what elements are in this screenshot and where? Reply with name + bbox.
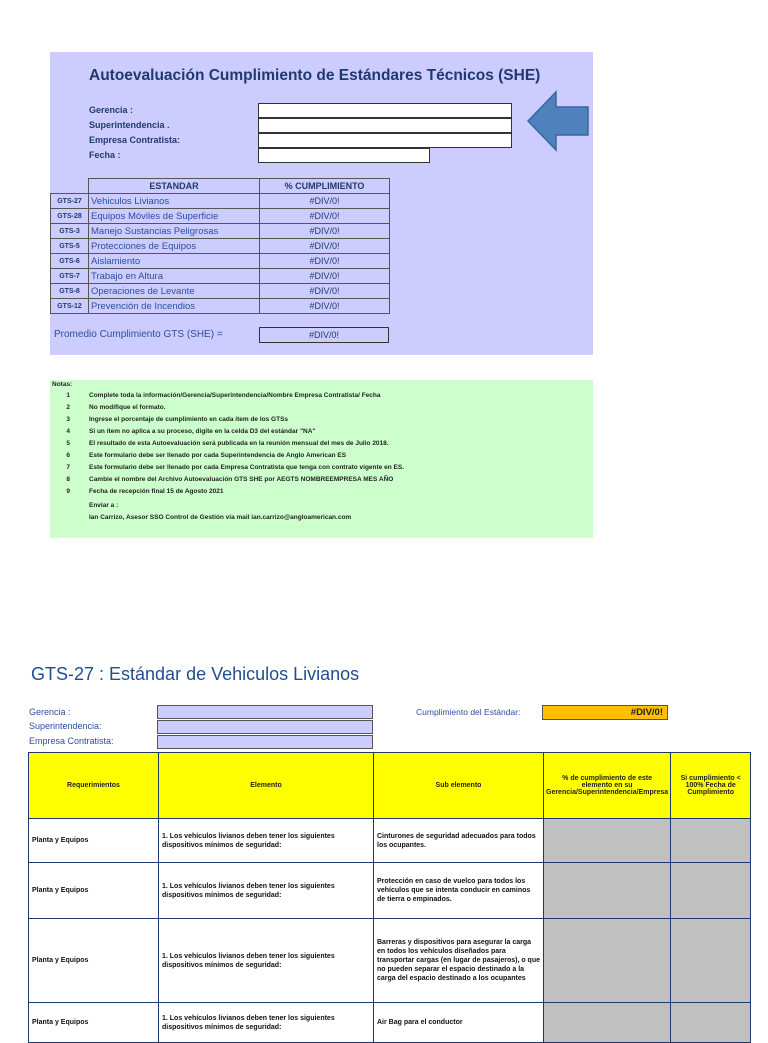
req-cell: Planta y Equipos: [29, 919, 159, 1003]
std-name: Operaciones de Levante: [89, 284, 260, 299]
promedio-value: #DIV/0!: [259, 327, 389, 343]
elem-cell: 1. Los vehículos livianos deben tener los siguientes dispositivos mínimos de seguridad:: [159, 819, 374, 863]
std-name: Aislamiento: [89, 254, 260, 269]
col-elemento: Elemento: [159, 753, 374, 819]
col-cumplimiento: % CUMPLIMIENTO: [260, 179, 390, 194]
note-number: 1: [66, 392, 70, 399]
table-row: [29, 1003, 751, 1043]
req-cell: Planta y Equipos: [29, 819, 159, 863]
elem-cell: 1. Los vehículos livianos deben tener los siguientes dispositivos mínimos de seguridad:: [159, 1003, 374, 1043]
promedio-label: Promedio Cumplimiento GTS (SHE) =: [54, 329, 223, 340]
note-text: No modifique el formato.: [89, 404, 166, 411]
note-text: Este formulario debe ser llenado por cada Superintendencia de Anglo American ES: [89, 452, 347, 459]
fecha-label: Fecha :: [89, 150, 121, 160]
table-row: [51, 194, 390, 209]
note-number: 3: [66, 416, 70, 423]
std-name: Manejo Sustancias Peligrosas: [89, 224, 260, 239]
col-estandar: ESTANDAR: [89, 179, 260, 194]
note-number: 4: [66, 428, 70, 435]
std-pct[interactable]: #DIV/0!: [260, 284, 390, 299]
cumplimiento-label: Cumplimiento del Estándar:: [416, 707, 521, 717]
page-title: Autoevaluación Cumplimiento de Estándares Técnicos (SHE): [89, 67, 541, 84]
std-code: GTS-12: [51, 299, 89, 314]
std-pct[interactable]: #DIV/0!: [260, 269, 390, 284]
std-code: GTS-3: [51, 224, 89, 239]
std-code: GTS-28: [51, 209, 89, 224]
note-text: Este formulario debe ser llenado por cada Empresa Contratista que tenga con contrato vigente en ES.: [89, 464, 404, 471]
table-row: [51, 224, 390, 239]
col-sub-elemento: Sub elemento: [374, 753, 544, 819]
std-name: Trabajo en Altura: [89, 269, 260, 284]
gts27-superintendencia-label: Superintendencia:: [29, 721, 102, 731]
gts27-gerencia-label: Gerencia :: [29, 707, 71, 717]
gts27-empresa-label: Empresa Contratista:: [29, 736, 114, 746]
note-number: 5: [66, 440, 70, 447]
cumplimiento-value: #DIV/0!: [542, 705, 668, 720]
note-text: Complete toda la información/Gerencia/Superintendencia/Nombre Empresa Contratista/ Fecha: [89, 392, 381, 399]
col-fecha: Si cumplimiento < 100% Fecha de Cumplimiento: [671, 753, 751, 819]
note-text: Si un ítem no aplica a su proceso, digite en la celda D3 del estándar "NA": [89, 428, 316, 435]
sub-cell: Protección en caso de vuelco para todos los vehículos que se intenta conducir en caminos de tierra o empinados.: [374, 863, 544, 919]
std-pct[interactable]: #DIV/0!: [260, 239, 390, 254]
empresa-input[interactable]: [258, 133, 512, 148]
table-row: [29, 863, 751, 919]
elem-cell: 1. Los vehículos livianos deben tener los siguientes dispositivos mínimos de seguridad:: [159, 863, 374, 919]
table-row: [51, 254, 390, 269]
note-number: 6: [66, 452, 70, 459]
std-code: GTS-6: [51, 254, 89, 269]
self-assessment-panel: [50, 52, 593, 355]
col-requerimientos: Requerimientos: [29, 753, 159, 819]
note-number: 9: [66, 488, 70, 495]
std-code: GTS-5: [51, 239, 89, 254]
table-row: [29, 819, 751, 863]
gts27-superintendencia-input[interactable]: [157, 720, 373, 734]
note-text: El resultado de esta Autoevaluación será publicada en la reunión mensual del mes de Julio 2018.: [89, 440, 389, 447]
std-name: Equipos Móviles de Superficie: [89, 209, 260, 224]
std-pct[interactable]: #DIV/0!: [260, 194, 390, 209]
req-cell: Planta y Equipos: [29, 1003, 159, 1043]
pct-input[interactable]: [544, 863, 671, 919]
sub-cell: Air Bag para el conductor: [374, 1003, 544, 1043]
req-cell: Planta y Equipos: [29, 863, 159, 919]
table-row: [51, 269, 390, 284]
std-pct[interactable]: #DIV/0!: [260, 299, 390, 314]
sub-cell: Barreras y dispositivos para asegurar la carga en todos los vehículos diseñados para transportar cargas (en lugar de pasajeros), o que no pueden separar el espacio destinado a la carga del espacio destinado a los ocupantes: [374, 919, 544, 1003]
table-row: [51, 299, 390, 314]
superintendencia-label: Superintendencia .: [89, 120, 170, 130]
table-row: [29, 919, 751, 1003]
notes-panel: Notas: 1 Complete toda la información/Gerencia/Superintendencia/Nombre Empresa Contratista/ Fecha 2 No modifique el formato. 3 Ingrese el porcentaje de cumplimiento en cada ítem de los GTSs 4 Si un ítem no aplica a su proceso, digite en la celda D3 del estándar "NA" 5 El resultado de esta Autoevaluación será publicada en la reunión mensual del mes de Julio 2018. 6 Este formulario debe ser llenado por cada Superintendencia de Anglo American ES 7 Este formulario debe ser llenado por cada Empresa Contratista que tenga con contrato vigente en ES. 8 Cambie el nombre del Archivo Autoevaluación GTS SHE por AEGTS NOMBREEMPRESA MES AÑO 9 Fecha de recepción final 15 de Agosto 2021 Enviar a : Ian Carrizo, Asesor SSO Control de Gestión vía mail ian.carrizo@angloamerican.com: [50, 380, 593, 538]
std-pct[interactable]: #DIV/0!: [260, 209, 390, 224]
empresa-label: Empresa Contratista:: [89, 135, 181, 145]
requirements-table: [28, 752, 751, 1043]
date-input[interactable]: [671, 1003, 751, 1043]
std-code: GTS-27: [51, 194, 89, 209]
left-arrow-icon: [526, 90, 590, 152]
section-title: GTS-27 : Estándar de Vehiculos Livianos: [31, 664, 360, 684]
elem-cell: 1. Los vehículos livianos deben tener los siguientes dispositivos mínimos de seguridad:: [159, 919, 374, 1003]
std-code: GTS-7: [51, 269, 89, 284]
date-input[interactable]: [671, 819, 751, 863]
std-name: Vehiculos Livianos: [89, 194, 260, 209]
note-number: 7: [66, 464, 70, 471]
note-number: 8: [66, 476, 70, 483]
pct-input[interactable]: [544, 919, 671, 1003]
gerencia-label: Gerencia :: [89, 105, 134, 115]
pct-input[interactable]: [544, 1003, 671, 1043]
table-row: [51, 239, 390, 254]
note-text: Cambie el nombre del Archivo Autoevaluación GTS SHE por AEGTS NOMBREEMPRESA MES AÑO: [89, 476, 394, 483]
note-text: Fecha de recepción final 15 de Agosto 2021: [89, 488, 224, 495]
gts27-empresa-input[interactable]: [157, 735, 373, 749]
col-porcentaje: % de cumplimiento de este elemento en su Gerencia/Superintendencia/Empresa: [544, 753, 671, 819]
date-input[interactable]: [671, 919, 751, 1003]
notes-title: Notas:: [52, 381, 73, 388]
date-input[interactable]: [671, 863, 751, 919]
gts27-gerencia-input[interactable]: [157, 705, 373, 719]
pct-input[interactable]: [544, 819, 671, 863]
gerencia-input[interactable]: [258, 103, 512, 118]
std-pct[interactable]: #DIV/0!: [260, 254, 390, 269]
sub-cell: Cinturones de seguridad adecuados para todos los ocupantes.: [374, 819, 544, 863]
fecha-input[interactable]: [258, 148, 430, 163]
superintendencia-input[interactable]: [258, 118, 512, 133]
std-code: GTS-8: [51, 284, 89, 299]
note-number: 2: [66, 404, 70, 411]
std-name: Prevención de Incendios: [89, 299, 260, 314]
table-row: [51, 284, 390, 299]
standards-table: [50, 178, 390, 314]
std-pct[interactable]: #DIV/0!: [260, 224, 390, 239]
std-name: Protecciones de Equipos: [89, 239, 260, 254]
note-text: Ingrese el porcentaje de cumplimiento en cada ítem de los GTSs: [89, 416, 289, 423]
table-row: [51, 209, 390, 224]
